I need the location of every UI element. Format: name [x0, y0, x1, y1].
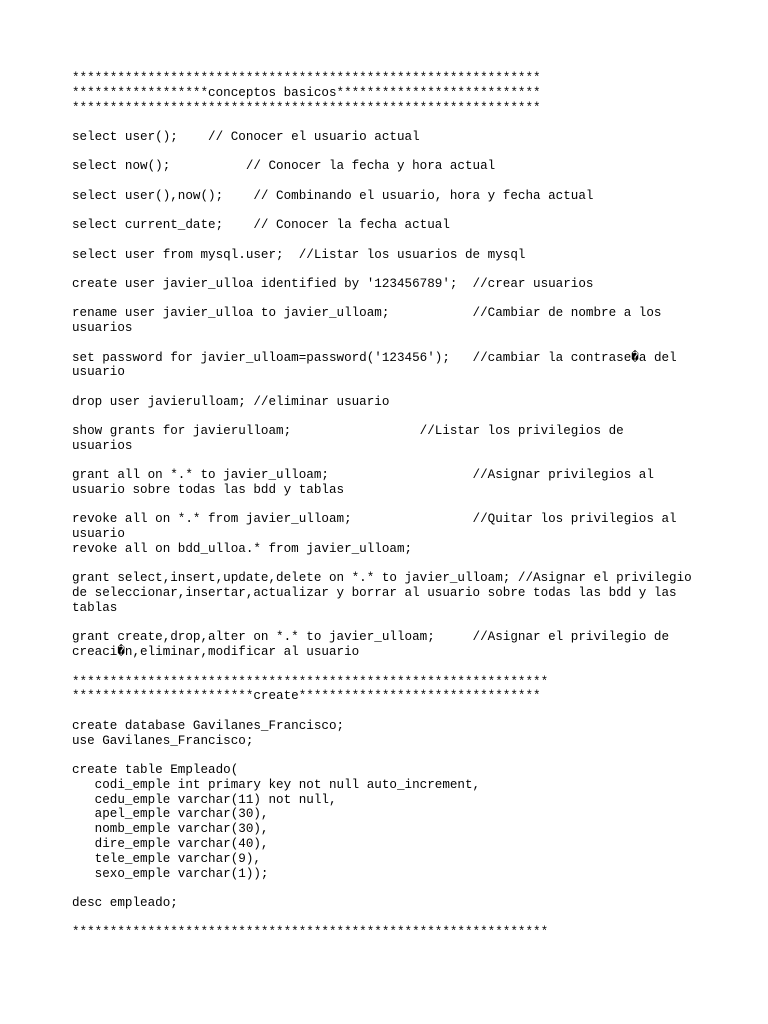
code-line: tablas	[72, 601, 118, 616]
blank-line	[72, 336, 702, 351]
code-line: select user(); // Conocer el usuario actual	[72, 129, 420, 144]
blank-line	[72, 145, 702, 160]
separator-line: ***************************************************************	[72, 925, 549, 940]
code-line: select current_date; // Conocer la fecha actual	[72, 218, 450, 233]
document-page	[72, 71, 702, 940]
code-line: revoke all on bdd_ulloa.* from javier_ulloam;	[72, 542, 413, 557]
code-line: select user(),now(); // Combinando el usuario, hora y fecha actual	[72, 188, 594, 203]
separator-line: ***************************************************************	[72, 674, 549, 689]
blank-line	[72, 410, 702, 425]
code-line: select now(); // Conocer la fecha y hora actual	[72, 159, 496, 174]
code-line: revoke all on *.* from javier_ulloam; //Quitar los privilegios al	[72, 512, 677, 527]
blank-line	[72, 454, 702, 469]
code-line: grant select,insert,update,delete on *.* to javier_ulloam; //Asignar el privilegio	[72, 571, 692, 586]
separator-line: **************************************************************	[72, 71, 541, 85]
code-line: de seleccionar,insertar,actualizar y borrar al usuario sobre todas las bdd y las	[72, 586, 677, 601]
blank-line	[72, 911, 702, 926]
blank-line	[72, 115, 702, 130]
code-line: nomb_emple varchar(30),	[72, 822, 269, 837]
code-line: select user from mysql.user; //Listar los usuarios de mysql	[72, 247, 526, 262]
blank-line	[72, 704, 702, 719]
blank-line	[72, 557, 702, 572]
blank-line	[72, 748, 702, 763]
code-line: usuario	[72, 527, 125, 542]
code-line: use Gavilanes_Francisco;	[72, 733, 254, 748]
code-line: usuarios	[72, 321, 133, 336]
code-line: apel_emple varchar(30),	[72, 807, 269, 822]
code-line: drop user javierulloam; //eliminar usuario	[72, 394, 390, 409]
blank-line	[72, 262, 702, 277]
code-line: create table Empleado(	[72, 763, 239, 777]
code-line: set password for javier_ulloam=password('123456'); //cambiar la contrase�a del	[72, 350, 677, 365]
blank-line	[72, 498, 702, 513]
code-line: create user javier_ulloa identified by '123456789'; //crear usuarios	[72, 276, 594, 291]
code-line: cedu_emple varchar(11) not null,	[72, 792, 337, 807]
blank-line	[72, 616, 702, 631]
blank-line	[72, 881, 702, 896]
separator-line: **************************************************************	[72, 100, 541, 115]
blank-line	[72, 204, 702, 219]
code-line: dire_emple varchar(40),	[72, 836, 269, 851]
blank-line	[72, 660, 702, 675]
code-line: grant create,drop,alter on *.* to javier_ulloam; //Asignar el privilegio de	[72, 630, 670, 645]
code-line: sexo_emple varchar(1));	[72, 866, 269, 881]
code-line: tele_emple varchar(9),	[72, 851, 261, 866]
code-line: usuario sobre todas las bdd y tablas	[72, 483, 345, 498]
code-line: usuarios	[72, 438, 133, 453]
code-line: grant all on *.* to javier_ulloam; //Asignar privilegios al	[72, 468, 654, 483]
code-line: desc empleado;	[72, 895, 178, 910]
code-line: rename user javier_ulloa to javier_ulloam; //Cambiar de nombre a los	[72, 306, 662, 321]
code-line: creaci�n,eliminar,modificar al usuario	[72, 645, 360, 660]
code-line: usuario	[72, 365, 125, 380]
code-line: show grants for javierulloam; //Listar los privilegios de	[72, 424, 624, 439]
blank-line	[72, 380, 702, 395]
blank-line	[72, 233, 702, 248]
code-line: codi_emple int primary key not null auto_increment,	[72, 777, 481, 792]
code-line: create database Gavilanes_Francisco;	[72, 718, 345, 733]
blank-line	[72, 174, 702, 189]
separator-line: ******************conceptos basicos***************************	[72, 85, 541, 100]
separator-line: ************************create********************************	[72, 689, 541, 704]
blank-line	[72, 292, 702, 307]
